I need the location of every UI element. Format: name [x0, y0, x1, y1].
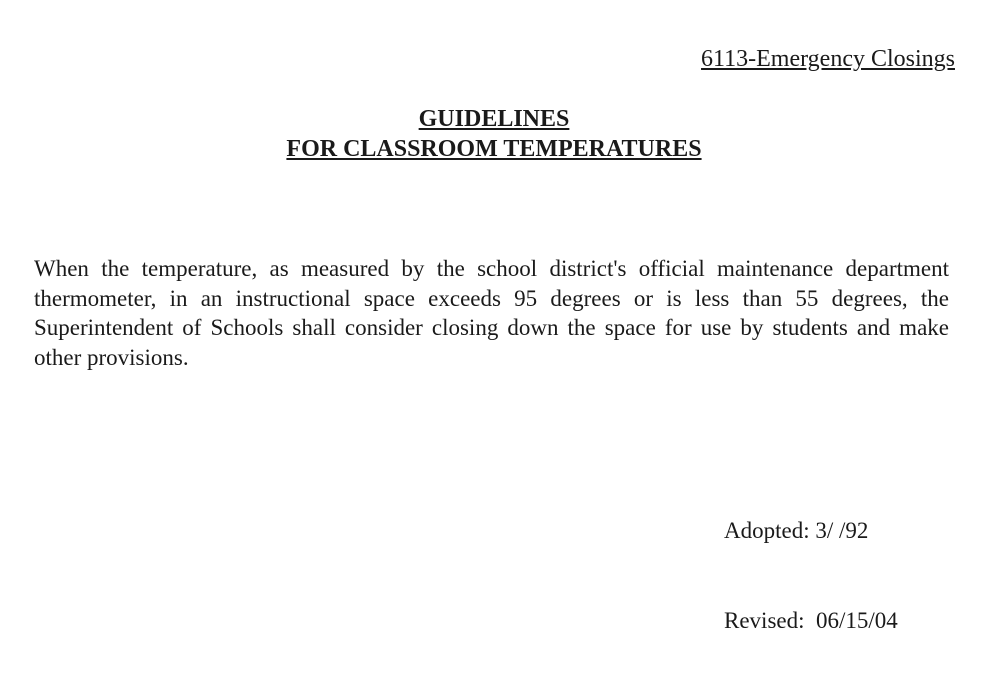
title-line-1: GUIDELINES [418, 106, 570, 132]
guideline-paragraph: When the temperature, as measured by the school district's official maintenance department thermometer, in an instructional space exceeds 95 degrees or is less than 55 degrees, the Superintendent of Schools shall consider closing down the space for use by students and make other provisions. [34, 256, 949, 370]
date-block [724, 456, 898, 696]
revised-date: Revised: 06/15/04 [724, 608, 898, 633]
title-line-2: FOR CLASSROOM TEMPERATURES [286, 136, 702, 162]
adopted-date: Adopted: 3/ /92 [724, 518, 869, 543]
policy-reference: 6113-Emergency Closings [701, 46, 955, 72]
document-title [0, 104, 988, 164]
